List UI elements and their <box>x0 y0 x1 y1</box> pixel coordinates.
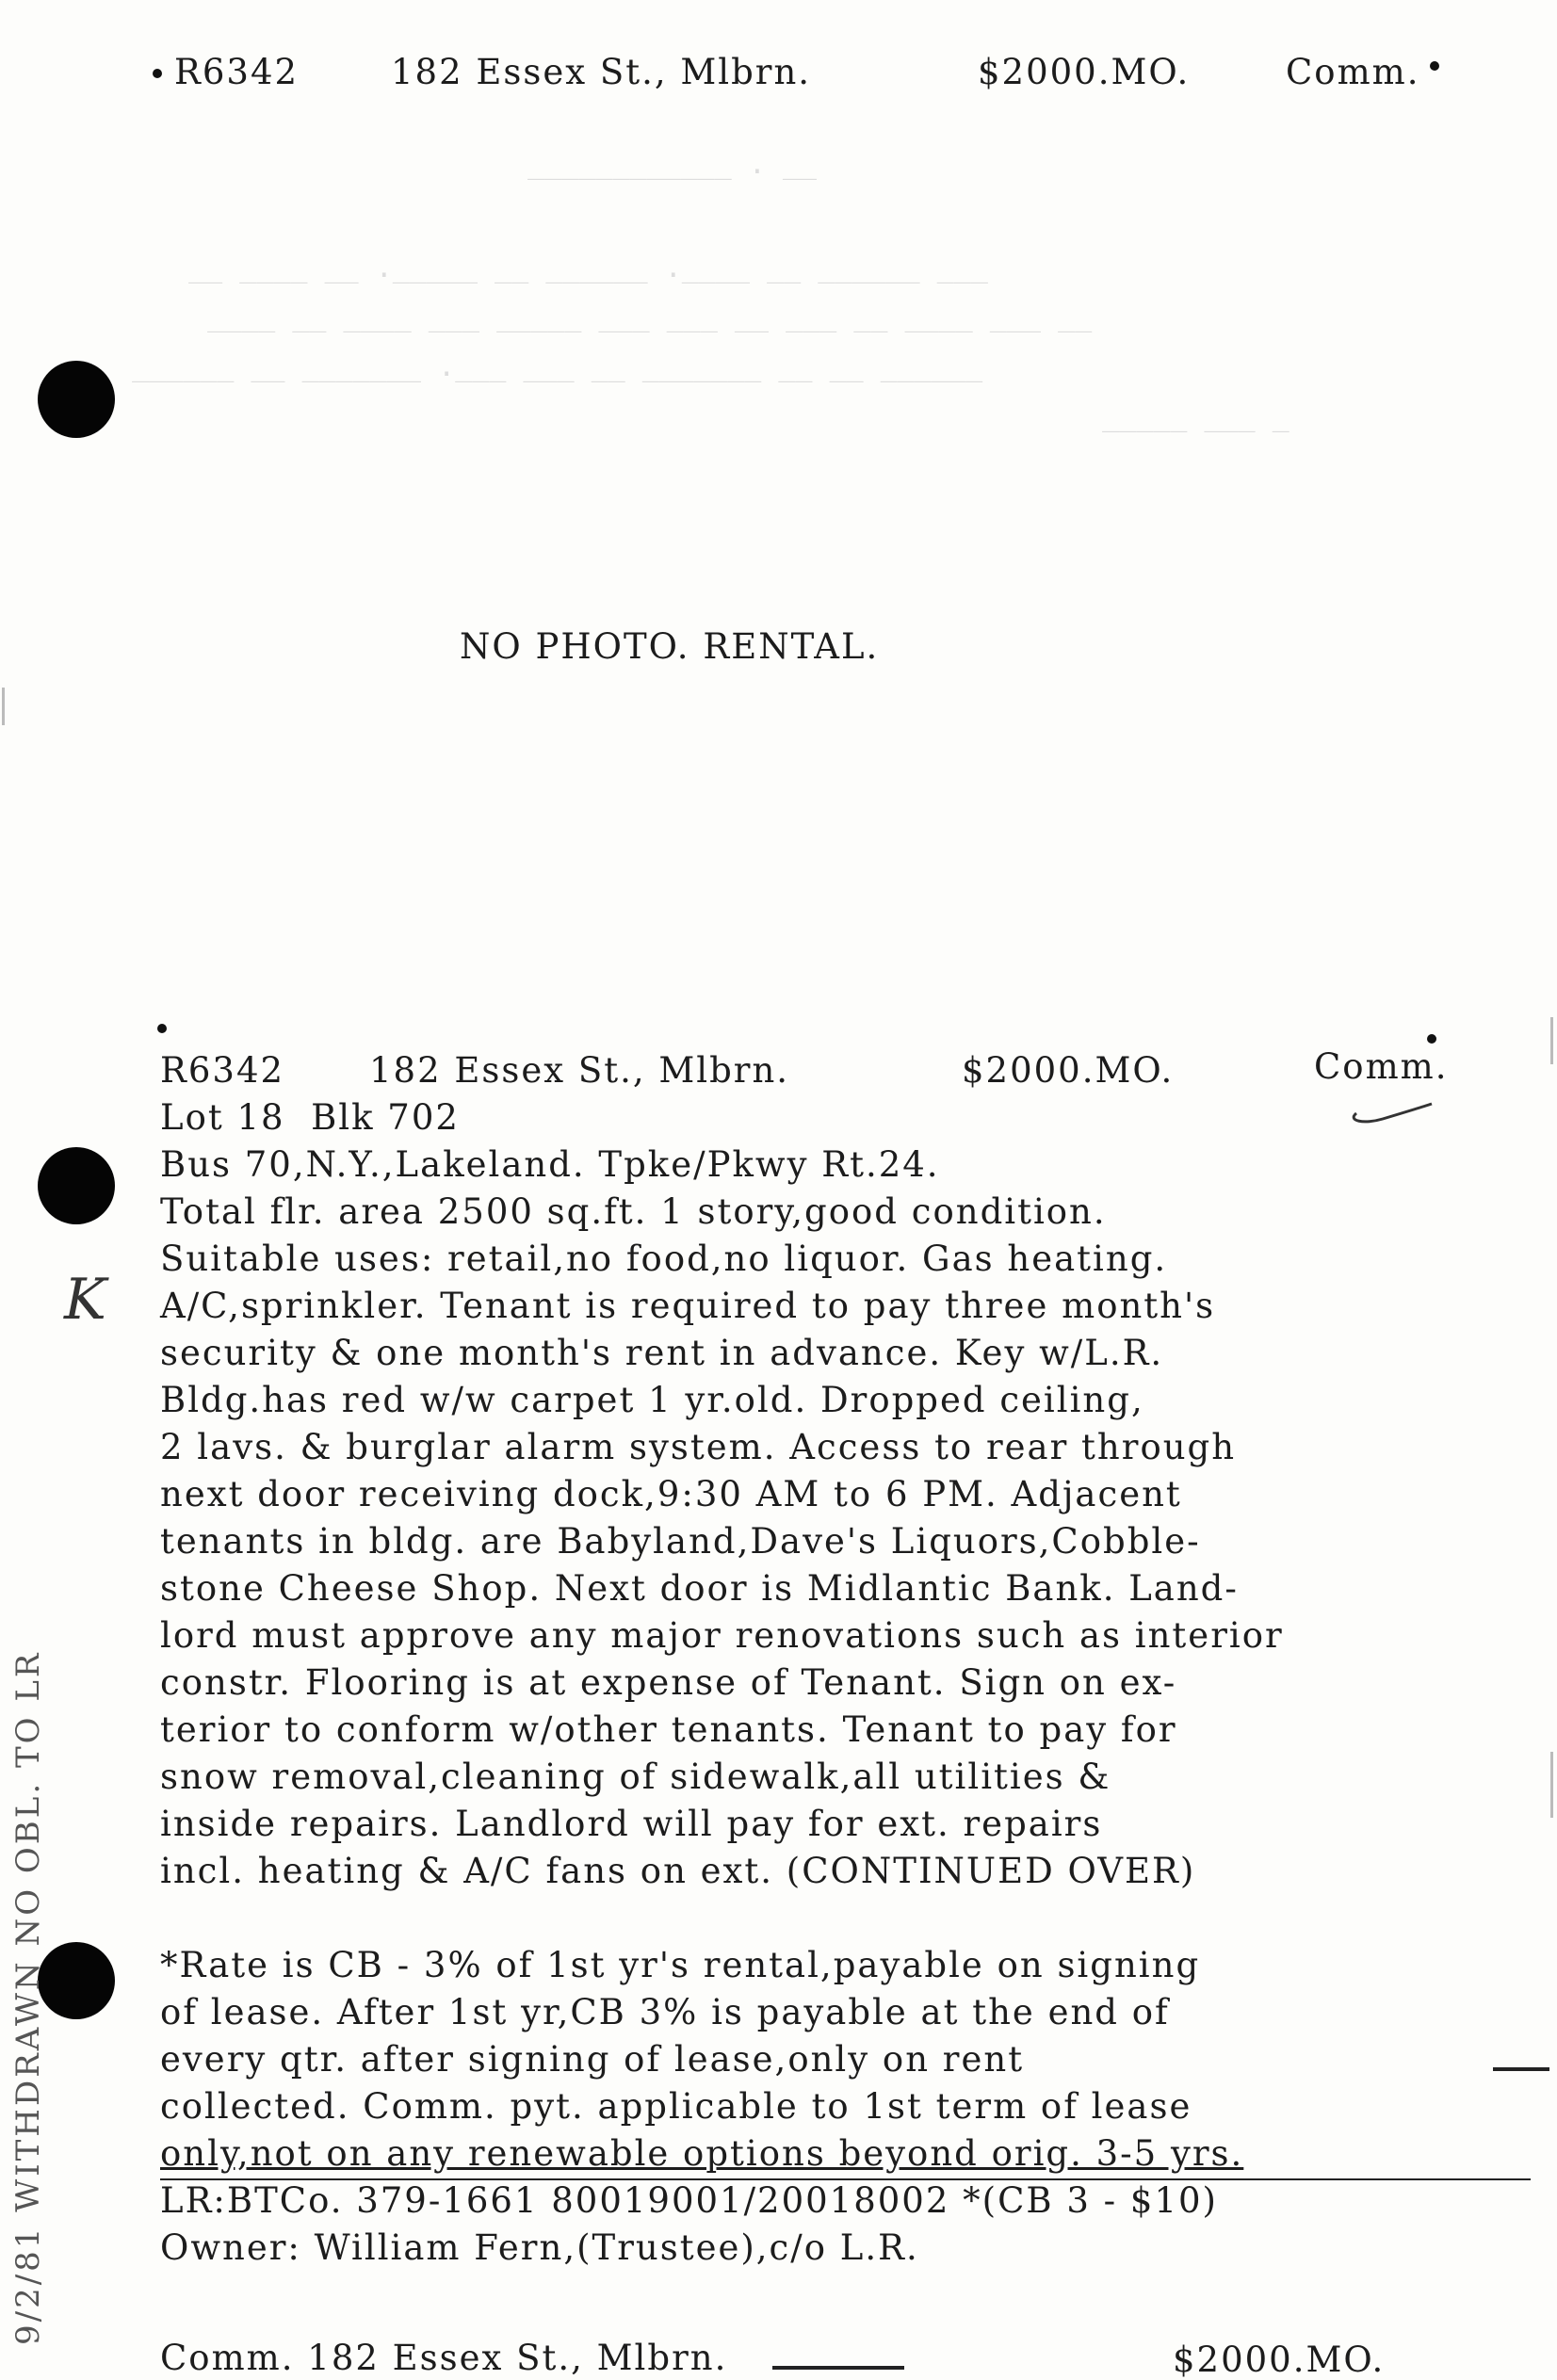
description-line: stone Cheese Shop. Next door is Midlantic Bank. Land- <box>160 1568 1239 1609</box>
description-line: Total flr. area 2500 sq.ft. 1 story,good condition. <box>160 1191 1107 1232</box>
top-listing-id: R6342 <box>174 52 300 92</box>
rate-line: of lease. After 1st yr,CB 3% is payable at the end of <box>160 1992 1170 2032</box>
bullet-dot <box>1430 61 1439 71</box>
card-address: 182 Essex St., Mlbrn. <box>369 1050 790 1091</box>
bullet-dot <box>1427 1034 1436 1044</box>
bullet-dot <box>157 1024 167 1033</box>
description-line: snow removal,cleaning of sidewalk,all utilities & <box>160 1757 1111 1797</box>
edge-mark <box>2 688 5 725</box>
description-line: Bldg.has red w/w carpet 1 yr.old. Dropped ceiling, <box>160 1380 1144 1420</box>
description-line: lord must approve any major renovations such as interior <box>160 1615 1284 1656</box>
handwritten-mark: K <box>64 1267 106 1333</box>
rate-line: every qtr. after signing of lease,only on rent <box>160 2039 1025 2080</box>
lr-line: LR:BTCo. 379-1661 80019001/20018002 *(CB 3 - $10) <box>160 2180 1218 2221</box>
owner-line: Owner: William Fern,(Trustee),c/o L.R. <box>160 2227 919 2268</box>
lot-block: Lot 18 Blk 702 <box>160 1097 460 1138</box>
description-line: next door receiving dock,9:30 AM to 6 PM. Adjacent <box>160 1474 1182 1514</box>
description-line: incl. heating & A/C fans on ext. (CONTINUED OVER) <box>160 1851 1196 1891</box>
punch-hole-top <box>38 361 115 438</box>
card-listing-id: R6342 <box>160 1050 285 1091</box>
rate-line: only,not on any renewable options beyond orig. 3-5 yrs. <box>160 2133 1244 2174</box>
edge-mark <box>1550 1017 1553 1064</box>
divider-line <box>160 2178 1531 2180</box>
description-line: tenants in bldg. are Babyland,Dave's Liquors,Cobble- <box>160 1521 1201 1562</box>
card-type: Comm. <box>1314 1046 1449 1087</box>
footer-price: $2000.MO. <box>1173 2340 1386 2380</box>
check-mark-icon <box>1345 1093 1435 1130</box>
punch-hole-middle <box>38 1147 115 1224</box>
bullet-dot <box>153 69 162 78</box>
top-type: Comm. <box>1286 52 1420 92</box>
footer-underline <box>772 2366 904 2370</box>
description-line: Bus 70,N.Y.,Lakeland. Tpke/Pkwy Rt.24. <box>160 1144 940 1185</box>
card-price: $2000.MO. <box>962 1050 1175 1091</box>
edge-dash <box>1493 2067 1549 2071</box>
description-line: constr. Flooring is at expense of Tenant. Sign on ex- <box>160 1662 1177 1703</box>
top-price: $2000.MO. <box>978 52 1191 92</box>
description-line: Suitable uses: retail,no food,no liquor. Gas heating. <box>160 1239 1168 1279</box>
footer-text: Comm. 182 Essex St., Mlbrn. <box>160 2338 728 2378</box>
description-line: inside repairs. Landlord will pay for ext. repairs <box>160 1804 1103 1844</box>
description-line: A/C,sprinkler. Tenant is required to pay three month's <box>160 1286 1216 1326</box>
description-line: security & one month's rent in advance. Key w/L.R. <box>160 1333 1164 1373</box>
rate-line: collected. Comm. pyt. applicable to 1st term of lease <box>160 2086 1192 2127</box>
top-address: 182 Essex St., Mlbrn. <box>391 52 812 92</box>
punch-hole-bottom <box>38 1942 115 2019</box>
photo-note: NO PHOTO. RENTAL. <box>460 626 880 667</box>
rate-line: *Rate is CB - 3% of 1st yr's rental,payable on signing <box>160 1945 1201 1985</box>
margin-note: 9/2/81 WITHDRAWN NO OBL. TO LR <box>9 1650 47 2345</box>
description-line: 2 lavs. & burglar alarm system. Access to rear through <box>160 1427 1237 1467</box>
edge-mark <box>1550 1752 1553 1818</box>
description-line: terior to conform w/other tenants. Tenant to pay for <box>160 1709 1177 1750</box>
